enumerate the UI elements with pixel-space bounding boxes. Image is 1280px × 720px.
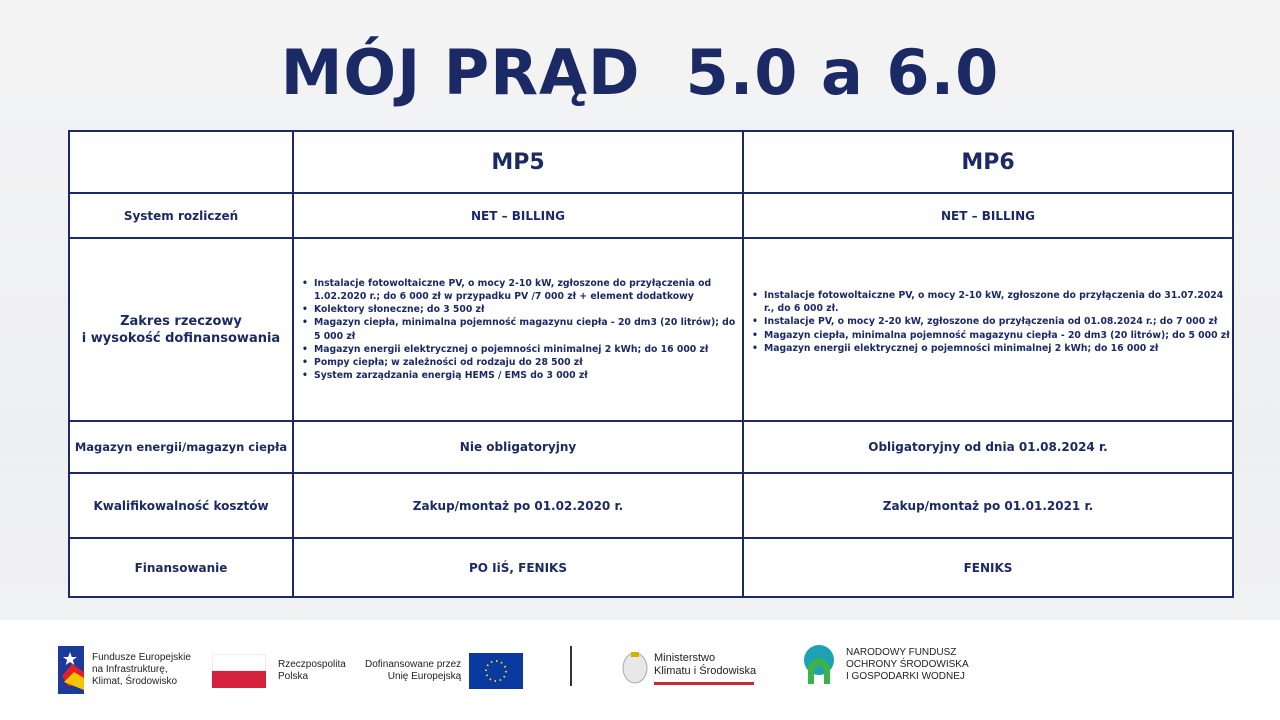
logo-text: Fundusze Europejskie	[92, 652, 191, 663]
mp5-cell: PO IiŚ, FENIKS	[293, 538, 743, 597]
logo-text: I GOSPODARKI WODNEJ	[846, 671, 965, 682]
logo-fundusze-europejskie	[58, 646, 191, 694]
table-row	[69, 238, 1233, 421]
logo-text: na Infrastrukturę,	[92, 664, 168, 675]
list-item: • Pompy ciepła; w zależności od rodzaju do 28 500 zł	[302, 356, 742, 369]
mp5-cell	[293, 238, 743, 421]
mp5-cell: Nie obligatoryjny	[293, 421, 743, 473]
logo-text: Unię Europejską	[387, 671, 462, 682]
table-row	[69, 421, 1233, 473]
mp6-scope-list	[744, 289, 1232, 355]
logo-text: NARODOWY FUNDUSZ	[846, 647, 957, 658]
logo-eu	[365, 653, 523, 689]
red-bar	[654, 682, 754, 685]
nfosigw-emblem-icon	[800, 644, 838, 686]
row-label-line: i wysokość dofinansowania	[81, 330, 281, 346]
footer-logos	[0, 620, 1280, 720]
logo-text: Ministerstwo	[654, 651, 716, 664]
logo-ministerstwo	[620, 650, 756, 686]
list-item: • Instalacje fotowoltaiczne PV, o mocy 2-10 kW, zgłoszone do przyłączenia do 31.07.2024 r., do 6 000 zł.	[752, 289, 1232, 315]
list-item: • Instalacje fotowoltaiczne PV, o mocy 2-10 kW, zgłoszone do przyłączenia od 1.02.2020 r.; do 6 000 zł w przypadku PV /7 000 zł + element dodatkowy	[302, 277, 742, 303]
mp6-cell: NET – BILLING	[743, 193, 1233, 238]
comparison-table	[68, 130, 1234, 598]
logo-text: Dofinansowane przez	[365, 659, 462, 670]
mp5-cell: Zakup/montaż po 01.02.2020 r.	[293, 473, 743, 538]
logo-text: OCHRONY ŚRODOWISKA	[846, 659, 969, 670]
polish-flag-icon	[212, 654, 266, 688]
mp6-cell: Zakup/montaż po 01.01.2021 r.	[743, 473, 1233, 538]
list-item: • Magazyn energii elektrycznej o pojemności minimalnej 2 kWh; do 16 000 zł	[302, 343, 742, 356]
list-item: • System zarządzania energią HEMS / EMS do 3 000 zł	[302, 369, 742, 382]
divider	[570, 646, 572, 686]
logo-text: Polska	[278, 671, 309, 682]
mp5-cell: NET – BILLING	[293, 193, 743, 238]
table-row	[69, 473, 1233, 538]
list-item: • Instalacje PV, o mocy 2-20 kW, zgłoszone do przyłączenia od 01.08.2024 r.; do 7 000 zł	[752, 315, 1232, 328]
mp6-cell: Obligatoryjny od dnia 01.08.2024 r.	[743, 421, 1233, 473]
logo-nfosigw	[800, 644, 969, 686]
row-label: System rozliczeń	[69, 193, 293, 238]
logo-rzeczpospolita-polska	[212, 654, 346, 688]
list-item: • Magazyn energii elektrycznej o pojemności minimalnej 2 kWh; do 16 000 zł	[752, 342, 1232, 355]
header-mp5: MP5	[293, 131, 743, 193]
logo-text: Klimatu i Środowiska	[654, 664, 757, 677]
eu-flag-icon	[469, 653, 523, 689]
list-item: • Kolektory słoneczne; do 3 500 zł	[302, 303, 742, 316]
mp5-scope-list	[294, 277, 742, 383]
page-title: MÓJ PRĄD 5.0 a 6.0	[280, 36, 1000, 109]
eagle-emblem-icon	[620, 650, 650, 686]
row-label-line: Zakres rzeczowy	[120, 313, 242, 329]
row-label: Kwalifikowalność kosztów	[69, 473, 293, 538]
table-header-row	[69, 131, 1233, 193]
row-label	[69, 238, 293, 421]
table-row	[69, 538, 1233, 597]
row-label: Magazyn energii/magazyn ciepła	[69, 421, 293, 473]
row-label: Finansowanie	[69, 538, 293, 597]
header-mp6: MP6	[743, 131, 1233, 193]
list-item: • Magazyn ciepła, minimalna pojemność magazynu ciepła - 20 dm3 (20 litrów); do 5 000 zł	[752, 329, 1232, 342]
logo-text: Rzeczpospolita	[278, 659, 346, 670]
mp6-cell: FENIKS	[743, 538, 1233, 597]
logo-text: Klimat, Środowisko	[92, 676, 178, 687]
fe-flag-icon	[58, 646, 84, 694]
table-row	[69, 193, 1233, 238]
list-item: • Magazyn ciepła, minimalna pojemność magazynu ciepła - 20 dm3 (20 litrów); do 5 000 zł	[302, 316, 742, 342]
header-empty	[69, 131, 293, 193]
mp6-cell	[743, 238, 1233, 421]
